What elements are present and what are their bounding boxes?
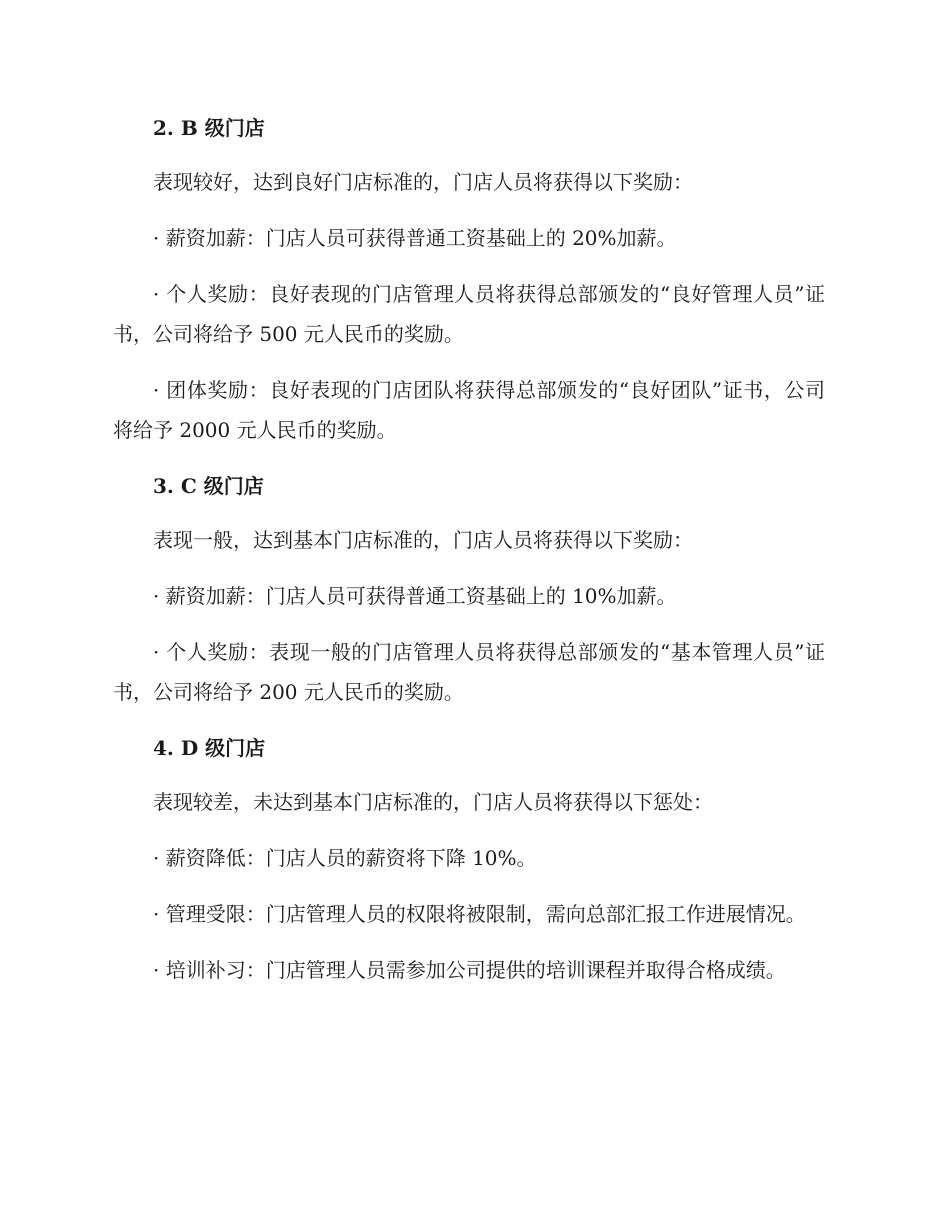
section-heading-b: 2. B 级门店: [153, 116, 265, 140]
document-body: [113, 108, 825, 990]
list-item: · 个人奖励：良好表现的门店管理人员将获得总部颁发的“良好管理人员”证书，公司将给予 500 元人民币的奖励。: [113, 282, 825, 346]
list-item: · 薪资降低：门店人员的薪资将下降 10%。: [153, 846, 537, 870]
section-intro-c: 表现一般，达到基本门店标准的，门店人员将获得以下奖励：: [153, 528, 693, 552]
list-item: · 个人奖励：表现一般的门店管理人员将获得总部颁发的“基本管理人员”证书，公司将给予 200 元人民币的奖励。: [113, 640, 825, 704]
list-item: · 薪资加薪：门店人员可获得普通工资基础上的 20%加薪。: [153, 226, 677, 250]
list-item: · 薪资加薪：门店人员可获得普通工资基础上的 10%加薪。: [153, 584, 677, 608]
list-item: · 培训补习：门店管理人员需参加公司提供的培训课程并取得合格成绩。: [153, 958, 786, 982]
section-heading-d: 4. D 级门店: [153, 736, 266, 760]
section-intro-b: 表现较好，达到良好门店标准的，门店人员将获得以下奖励：: [153, 170, 693, 194]
list-item: · 团体奖励：良好表现的门店团队将获得总部颁发的“良好团队”证书，公司将给予 2000 元人民币的奖励。: [113, 378, 825, 442]
list-item: · 管理受限：门店管理人员的权限将被限制，需向总部汇报工作进展情况。: [153, 902, 806, 926]
section-heading-c: 3. C 级门店: [153, 474, 264, 498]
section-intro-d: 表现较差，未达到基本门店标准的，门店人员将获得以下惩处：: [153, 790, 713, 814]
